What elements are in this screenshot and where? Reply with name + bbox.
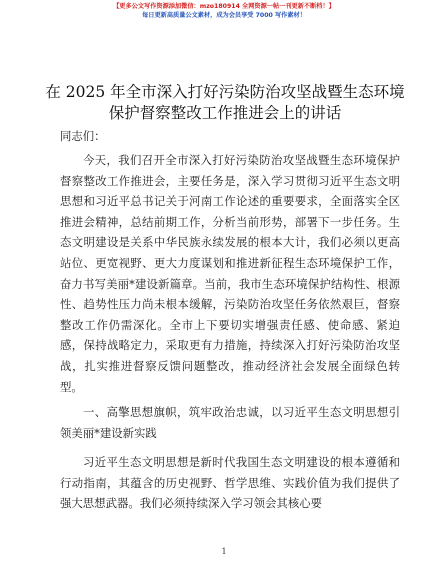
salutation: 同志们： xyxy=(60,129,106,143)
section-heading-1: 一、高擎思想旗帜，筑牢政治忠诚，以习近平生态文明思想引领美丽*建设新实践 xyxy=(60,405,400,440)
paragraph-intro: 今天，我们召开全市深入打好污染防治攻坚战暨生态环境保护督察整改工作推进会，主要任务是，深入学习贯彻习近平生态文明思想和习近平总书记关于河南工作论述的重要要求，全面落实全区推进会精神，总结前期工作，分析当前形势，部署下一步任务。生态文明建设是关系中华民族永续发展的根本大计，我们必须以更高站位、更宽视野、更大力度谋划和推进新征程生态环境保护工作，奋力书写美丽*建设新篇章。当前，我市生态环境保护结构性、根源性、趋势性压力尚未根本缓解，污染防治攻坚任务依然艰巨，督察整改工作仍需深化。全市上下要切实增强责任感、使命感、紧迫感，保持战略定力，采取更有力措施，持续深入打好污染防治攻坚战，扎实推进督察反馈问题整改，推动经济社会发展全面绿色转型。 xyxy=(60,153,400,394)
paragraph-section-1: 习近平生态文明思想是新时代我国生态文明建设的根本遵循和行动指南，其蕴含的历史视野、哲学思维、实践价值为我们提供了强大思想武器。我们必须持续深入学习领会其核心要 xyxy=(60,455,400,511)
document-title: 在 2025 年全市深入打好污染防治攻坚战暨生态环境保护督察整改工作推进会上的讲话 xyxy=(45,83,405,122)
promo-banner-line2: 每日更新高质量公文素材，成为会员享受 7000 写作素材！ xyxy=(142,12,306,19)
promo-banner xyxy=(0,2,448,20)
page-number: 1 xyxy=(221,547,227,556)
promo-banner-line1: 【更多公文写作资源添加微信：mzo180914 全网资源一帖一刊更新不断档！】 xyxy=(113,3,335,10)
